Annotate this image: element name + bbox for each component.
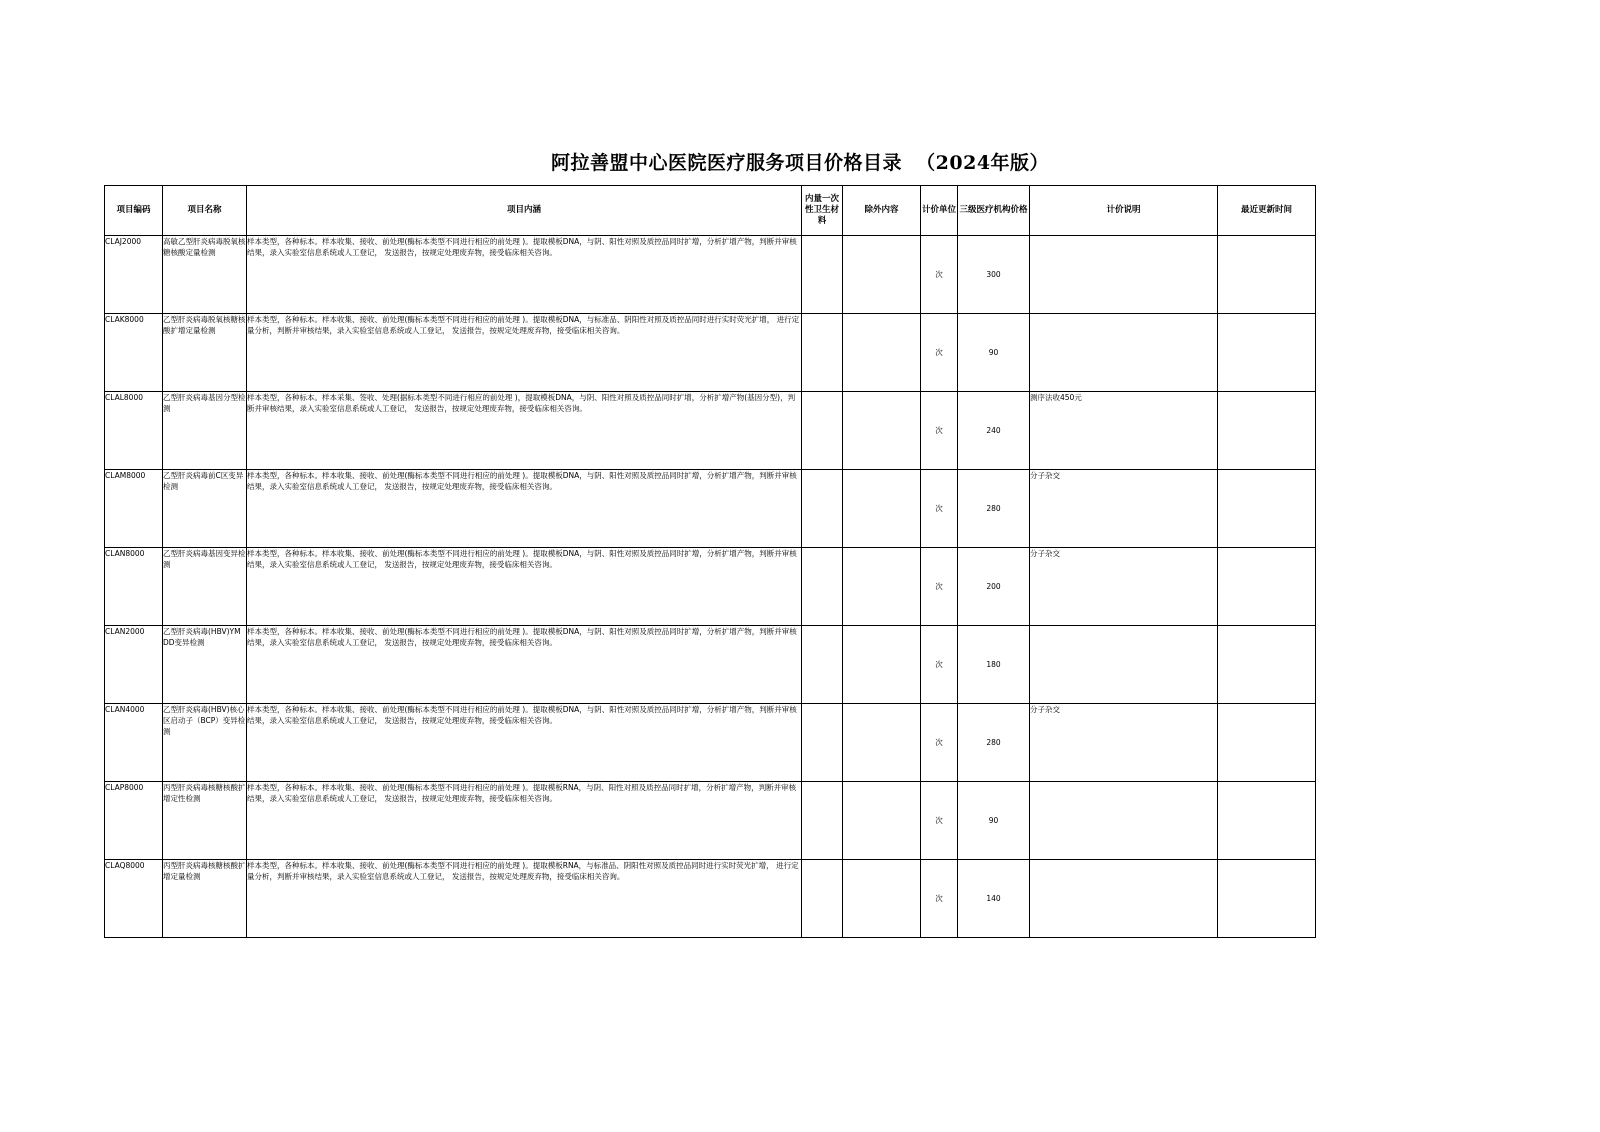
item-note xyxy=(1030,314,1218,392)
item-consumables xyxy=(802,392,843,470)
item-unit: 次 xyxy=(921,314,958,392)
table-row xyxy=(105,236,1316,314)
header-name: 项目名称 xyxy=(163,186,247,236)
item-unit: 次 xyxy=(921,548,958,626)
item-code: CLAN2000 xyxy=(105,626,163,704)
item-excluded xyxy=(843,782,921,860)
item-content: 样本类型，各种标本。样本收集、接收、前处理(酶标本类型不同进行相应的前处理 )。提取模板RNA，与阴、阳性对照及质控品同时扩增，分析扩增产物，判断并审核结果，录入实验室信息系统或人工登记， 发送报告，按规定处理废弃物，接受临床相关咨询。 xyxy=(247,782,802,860)
item-note: 测序法收450元 xyxy=(1030,392,1218,470)
item-price: 180 xyxy=(958,626,1030,704)
item-price: 300 xyxy=(958,236,1030,314)
item-price: 280 xyxy=(958,470,1030,548)
table-row xyxy=(105,314,1316,392)
item-updated xyxy=(1218,470,1316,548)
item-content: 样本类型，各种标本。样本收集、接收、前处理(酶标本类型不同进行相应的前处理 )。提取模板DNA，与阴、阳性对照及质控品同时扩增，分析扩增产物，判断并审核结果，录入实验室信息系统或人工登记， 发送报告，按规定处理废弃物，接受临床相关咨询。 xyxy=(247,470,802,548)
item-note: 分子杂交 xyxy=(1030,470,1218,548)
item-consumables xyxy=(802,236,843,314)
item-name: 乙型肝炎病毒前C区变异检测 xyxy=(163,470,247,548)
item-code: CLAN8000 xyxy=(105,548,163,626)
item-content: 样本类型，各种标本。样本收集、接收、前处理(酶标本类型不同进行相应的前处理 )。提取模板RNA，与标准品、阴阳性对照及质控品同时进行实时荧光扩增， 进行定量分析，判断并审核结果，录入实验室信息系统或人工登记， 发送报告，按规定处理废弃物，接受临床相关咨询。 xyxy=(247,860,802,938)
item-consumables xyxy=(802,782,843,860)
item-price: 140 xyxy=(958,860,1030,938)
item-excluded xyxy=(843,314,921,392)
item-consumables xyxy=(802,860,843,938)
item-code: CLAQ8000 xyxy=(105,860,163,938)
item-updated xyxy=(1218,704,1316,782)
table-row xyxy=(105,860,1316,938)
item-code: CLAK8000 xyxy=(105,314,163,392)
item-name: 乙型肝炎病毒脱氧核糖核酸扩增定量检测 xyxy=(163,314,247,392)
item-name: 高敏乙型肝炎病毒脱氧核糖核酸定量检测 xyxy=(163,236,247,314)
item-consumables xyxy=(802,470,843,548)
header-consumables: 内量一次性卫生材料 xyxy=(802,186,843,236)
item-name: 乙型肝炎病毒(HBV)YMDD变异检测 xyxy=(163,626,247,704)
item-content: 样本类型，各种标本。样本收集、接收、前处理(酶标本类型不同进行相应的前处理 )。提取模板DNA，与标准品、阴阳性对照及质控品同时进行实时荧光扩增， 进行定量分析，判断并审核结果，录入实验室信息系统或人工登记， 发送报告，按规定处理废弃物，接受临床相关咨询。 xyxy=(247,314,802,392)
table-header-row xyxy=(105,186,1316,236)
item-consumables xyxy=(802,548,843,626)
table-row xyxy=(105,626,1316,704)
item-price: 90 xyxy=(958,782,1030,860)
item-code: CLAL8000 xyxy=(105,392,163,470)
item-note xyxy=(1030,626,1218,704)
header-unit: 计价单位 xyxy=(921,186,958,236)
item-note xyxy=(1030,860,1218,938)
item-price: 280 xyxy=(958,704,1030,782)
header-updated: 最近更新时间 xyxy=(1218,186,1316,236)
item-excluded xyxy=(843,626,921,704)
item-code: CLAM8000 xyxy=(105,470,163,548)
item-excluded xyxy=(843,236,921,314)
table-row xyxy=(105,782,1316,860)
item-unit: 次 xyxy=(921,392,958,470)
item-excluded xyxy=(843,392,921,470)
item-updated xyxy=(1218,782,1316,860)
item-updated xyxy=(1218,548,1316,626)
item-note xyxy=(1030,236,1218,314)
item-unit: 次 xyxy=(921,626,958,704)
item-price: 90 xyxy=(958,314,1030,392)
item-price: 200 xyxy=(958,548,1030,626)
item-updated xyxy=(1218,626,1316,704)
item-consumables xyxy=(802,626,843,704)
header-price: 三级医疗机构价格 xyxy=(958,186,1030,236)
item-excluded xyxy=(843,860,921,938)
page-title: 阿拉善盟中心医院医疗服务项目价格目录 （2024年版） xyxy=(550,152,1050,174)
item-unit: 次 xyxy=(921,470,958,548)
item-price: 240 xyxy=(958,392,1030,470)
item-content: 样本类型，各种标本。样本收集、接收、前处理(酶标本类型不同进行相应的前处理 )。提取模板DNA，与阴、阳性对照及质控品同时扩增，分析扩增产物，判断并审核结果，录入实验室信息系统或人工登记， 发送报告，按规定处理废弃物，接受临床相关咨询。 xyxy=(247,548,802,626)
item-note xyxy=(1030,782,1218,860)
item-unit: 次 xyxy=(921,860,958,938)
table-row xyxy=(105,548,1316,626)
table-row xyxy=(105,392,1316,470)
item-name: 乙型肝炎病毒基因变异检测 xyxy=(163,548,247,626)
item-code: CLAJ2000 xyxy=(105,236,163,314)
table-row xyxy=(105,704,1316,782)
item-name: 乙型肝炎病毒基因分型检测 xyxy=(163,392,247,470)
item-content: 样本类型，各种标本。样本收集、接收、前处理(酶标本类型不同进行相应的前处理 )。提取模板DNA，与阴、阳性对照及质控品同时扩增，分析扩增产物，判断并审核结果，录入实验室信息系统或人工登记， 发送报告，按规定处理废弃物，接受临床相关咨询。 xyxy=(247,236,802,314)
item-note: 分子杂交 xyxy=(1030,704,1218,782)
item-consumables xyxy=(802,314,843,392)
item-consumables xyxy=(802,704,843,782)
item-updated xyxy=(1218,314,1316,392)
table-row xyxy=(105,470,1316,548)
header-code: 项目编码 xyxy=(105,186,163,236)
item-name: 丙型肝炎病毒核糖核酸扩增定量检测 xyxy=(163,860,247,938)
item-name: 乙型肝炎病毒(HBV)核心区启动子（BCP）变异检测 xyxy=(163,704,247,782)
item-code: CLAN4000 xyxy=(105,704,163,782)
item-unit: 次 xyxy=(921,704,958,782)
header-note: 计价说明 xyxy=(1030,186,1218,236)
item-content: 样本类型，各种标本。样本收集、接收、前处理(酶标本类型不同进行相应的前处理 )。提取模板DNA，与阴、阳性对照及质控品同时扩增，分析扩增产物，判断并审核结果，录入实验室信息系统或人工登记， 发送报告，按规定处理废弃物，接受临床相关咨询。 xyxy=(247,626,802,704)
item-updated xyxy=(1218,392,1316,470)
item-code: CLAP8000 xyxy=(105,782,163,860)
header-content: 项目内涵 xyxy=(247,186,802,236)
item-name: 丙型肝炎病毒核糖核酸扩增定性检测 xyxy=(163,782,247,860)
item-unit: 次 xyxy=(921,782,958,860)
item-unit: 次 xyxy=(921,236,958,314)
item-excluded xyxy=(843,470,921,548)
item-updated xyxy=(1218,236,1316,314)
item-excluded xyxy=(843,548,921,626)
header-excluded: 除外内容 xyxy=(843,186,921,236)
item-updated xyxy=(1218,860,1316,938)
item-content: 样本类型，各种标本。样本采集、签收、处理(据标本类型不同进行相应的前处理 )，提取模板DNA，与阴、阳性对照及质控品同时扩增，分析扩增产物(基因分型)，判断并审核结果，录入实验室信息系统或人工登记， 发送报告，按规定处理废弃物，接受临床相关咨询。 xyxy=(247,392,802,470)
item-content: 样本类型，各种标本。样本收集、接收、前处理(酶标本类型不同进行相应的前处理 )。提取模板DNA，与阴、阳性对照及质控品同时扩增，分析扩增产物，判断并审核结果，录入实验室信息系统或人工登记， 发送报告，按规定处理废弃物，接受临床相关咨询。 xyxy=(247,704,802,782)
item-note: 分子杂交 xyxy=(1030,548,1218,626)
price-table xyxy=(104,185,1316,938)
item-excluded xyxy=(843,704,921,782)
